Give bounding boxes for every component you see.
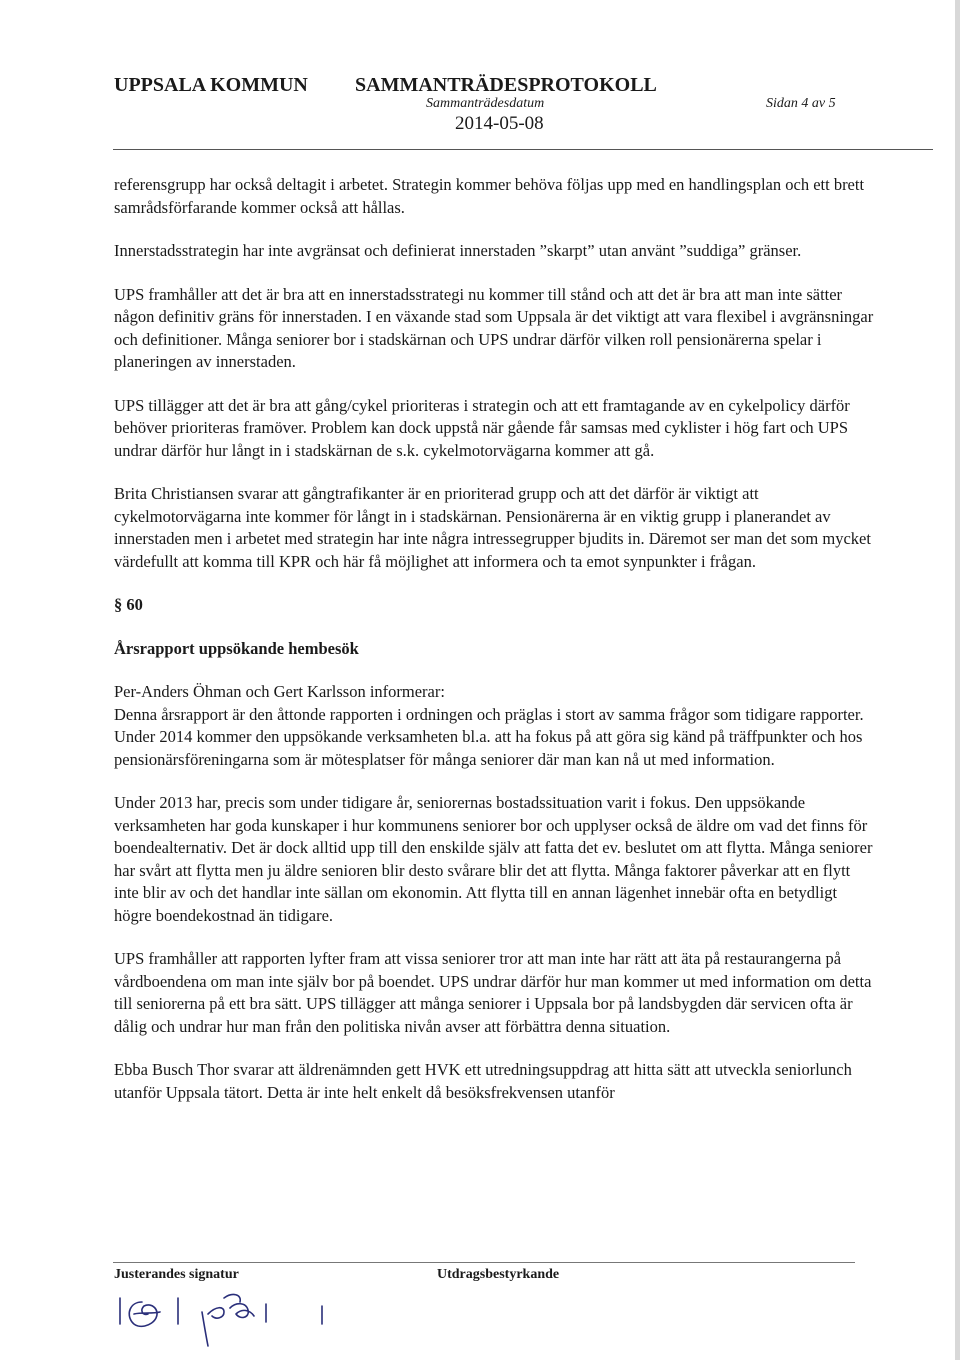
paragraph: Brita Christiansen svarar att gångtrafikanter är en prioriterad grupp och att det därför är viktigt att cykelmotorvägarna inte kommer för långt in i stadskärnan. Pensionärerna är en viktig grupp i planerandet av innerstaden men i arbetet med strategin har inte några intressegrupper bjudits in. Däremot ser man det som mycket värdefullt att komma till KPR och här få möjlighet att informera och ta emot synpunkter i frågan. (114, 484, 871, 571)
paragraph: UPS tillägger att det är bra att gång/cykel prioriteras i strategin och att ett framtagande av en cykelpolicy därför behöver prioriteras framöver. Problem kan dock uppstå när gående får samsas med cyklister i hög fart och UPS undrar därför hur långt in i stadskärnan de s.k. cykelmotorvägarna kommer att gå. (114, 395, 850, 460)
section-presenters: Per-Anders Öhman och Gert Karlsson informerar: (114, 682, 445, 701)
section-title: Årsrapport uppsökande hembesök (114, 638, 359, 658)
paragraph: referensgrupp har också deltagit i arbetet. Strategin kommer behöva följas upp med en handlingsplan och ett brett samrådsförfarande kommer också att hållas. (114, 175, 865, 217)
footer-rule (113, 1262, 855, 1263)
section-number: § 60 (114, 595, 143, 614)
paragraph: Innerstadsstrategin har inte avgränsat och definierat innerstaden ”skarpt” utan använt ”suddiga” gränser. (114, 241, 802, 260)
paragraph: Ebba Busch Thor svarar att äldrenämnden gett HVK ett utredningsuppdrag att hitta sätt att utveckla seniorlunch utanför Uppsala tätort. Detta är inte helt enkelt då besöksfrekvensen utanför (114, 1060, 852, 1102)
scan-edge (955, 0, 960, 1360)
certification-label: Utdragsbestyrkande (437, 1267, 560, 1282)
document-type: SAMMANTRÄDESPROTOKOLL (355, 74, 657, 96)
org-name: UPPSALA KOMMUN (114, 74, 308, 96)
meeting-date: 2014-05-08 (455, 113, 544, 134)
date-label: Sammanträdesdatum (426, 96, 545, 111)
signature-label: Justerandes signatur (114, 1267, 239, 1282)
document-body (114, 174, 874, 1125)
paragraph: Denna årsrapport är den åttonde rapporten i ordningen och präglas i stort av samma frågor som tidigare rapporter. Under 2014 kommer den uppsökande verksamheten bl.a. att ha fokus på att göra sig känd på träffpunkter och hos pensionärsföreningarna som är mötesplatser för många seniorer där man kan nå ut med information. (114, 704, 864, 769)
header-rule (113, 149, 933, 150)
page-number: Sidan 4 av 5 (766, 96, 836, 111)
paragraph: UPS framhåller att rapporten lyfter fram att vissa seniorer tror att man inte har rätt att äta på restaurangerna på vårdboendena om man inte själv bor på boendet. UPS undrar därför hur man kommer ut med information om detta till seniorerna på ett bra sätt. UPS tillägger att många seniorer i Uppsala bor på landsbygden där servicen ofta är dålig och undrar hur man från den politiska nivån avser att förbättra denna situation. (114, 949, 872, 1036)
paragraph: UPS framhåller att det är bra att en innerstadsstrategi nu kommer till stånd och att det är bra att man inte sätter någon definitiv gräns för innerstaden. I en växande stad som Uppsala är det viktigt att vara flexibel i avgränsningar och definitioner. Många seniorer bor i stadskärnan och UPS undrar därför vilken roll pensionärerna spelar i planeringen av innerstaden. (114, 284, 874, 371)
handwritten-signatures (112, 1284, 342, 1354)
paragraph: Under 2013 har, precis som under tidigare år, seniorernas bostadssituation varit i fokus. Den uppsökande verksamheten har goda kunskaper i hur kommunens seniorer bor och upplyser också de äldre om vad det finns för boendealternativ. Det är dock alltid upp till den enskilde själv att fatta det ev. beslutet om att flytta. Många seniorer har svårt att flytta men ju äldre senioren blir desto svårare blir det att flytta. Många faktorer påverkar att en flytt inte blir av och det handlar inte sällan om ekonomin. Att flytta till en annan lägenhet innebär ofta en betydligt högre boendekostnad än tidigare. (114, 793, 873, 925)
